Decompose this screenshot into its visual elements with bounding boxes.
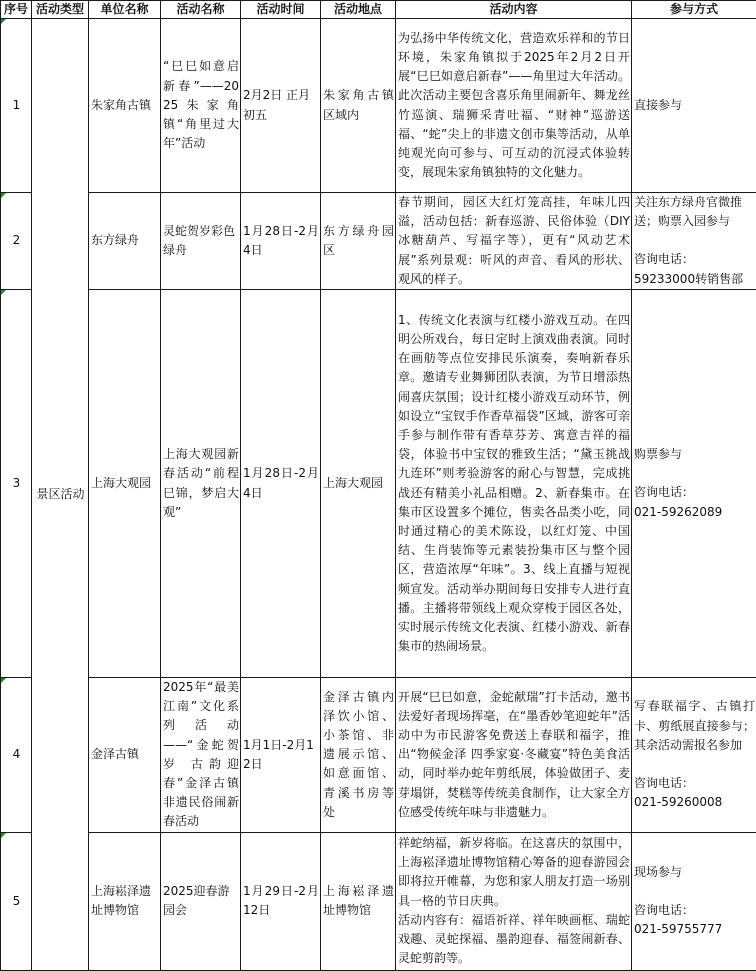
table-row	[1, 832, 756, 970]
participation-method: 购票参与	[634, 445, 755, 464]
content-list: 活动内容有：福语祈祥、祥年映画框、瑞蛇戏趣、灵蛇探福、墨韵迎春、福签闹新春、灵蛇剪韵等。	[398, 911, 630, 969]
cell-place[interactable]: 朱家角古镇区域内	[321, 19, 396, 193]
cell-time[interactable]: 1月1日-2月12日	[241, 678, 321, 833]
cell-place[interactable]: 金泽古镇内泽饮小馆、小茶馆、非遗展示馆、如意面馆、青溪书房等处	[321, 678, 396, 833]
table-row	[1, 193, 756, 290]
cell-unit[interactable]: 朱家角古镇	[89, 19, 161, 193]
cell-marker-icon	[1, 19, 6, 24]
participation-method: 现场参与	[634, 863, 755, 882]
table-row	[1, 290, 756, 678]
cell-marker-icon	[1, 290, 6, 295]
cell-activity-name[interactable]: 灵蛇贺岁彩色绿舟	[161, 193, 241, 290]
phone-label: 咨询电话：	[634, 483, 755, 502]
participation-method: 写春联福字、古镇打卡、剪纸展直接参与；其余活动需报名参加	[634, 697, 755, 755]
cell-unit[interactable]: 金泽古镇	[89, 678, 161, 833]
cell-no[interactable]: 3	[1, 290, 32, 678]
cell-place[interactable]: 上海崧泽遗址博物馆	[321, 832, 396, 970]
cell-content[interactable]: 为弘扬中华传统文化，营造欢乐祥和的节日环境，朱家角镇拟于2025年2月2日开展“巳巳如意启新春”——角里过大年活动。此次活动主要包含喜乐角里闹新年、舞龙丝竹巡演、瑞狮采青吐福、“财神”巡游送福、“蛇”尖上的非遗文创市集等活动，从单纯观光向可参与、可互动的沉浸式体验转变，展现朱家角镇独特的文化魅力。	[396, 19, 632, 193]
cell-no[interactable]: 4	[1, 678, 32, 833]
cell-activity-name[interactable]: 2025迎春游园会	[161, 832, 241, 970]
cell-time[interactable]: 1月29日-2月12日	[241, 832, 321, 970]
cell-marker-icon	[1, 678, 6, 683]
cell-content[interactable]: 春节期间，园区大红灯笼高挂，年味儿四溢，活动包括：新春巡游、民俗体验（DIY冰糖葫芦、写福字等），更有“风动艺术展”系列景观：听风的声音、看风的形状、观风的样子。	[396, 193, 632, 290]
phone-label: 咨询电话：	[634, 774, 755, 793]
header-unit[interactable]: 单位名称	[89, 1, 161, 19]
cell-time[interactable]: 1月28日-2月4日	[241, 193, 321, 290]
phone-number: 021-59260008	[634, 793, 755, 812]
phone-number: 021-59262089	[634, 503, 755, 522]
table-row	[1, 678, 756, 833]
cell-activity-name[interactable]: 上海大观园新春活动“前程巳锦，梦启大观”	[161, 290, 241, 678]
cell-participation[interactable]	[632, 832, 756, 970]
cell-participation[interactable]	[632, 19, 756, 193]
cell-time[interactable]: 2月2日 正月初五	[241, 19, 321, 193]
header-activity-name[interactable]: 活动名称	[161, 1, 241, 19]
header-category[interactable]: 活动类型	[32, 1, 89, 19]
header-participation[interactable]: 参与方式	[632, 1, 756, 19]
cell-activity-name[interactable]: 2025年“最美江南”文化系列活动——“金蛇贺岁 古韵迎春”金泽古镇非遗民俗闹新春活动	[161, 678, 241, 833]
cell-content[interactable]: 1、传统文化表演与红楼小游戏互动。在四明公所戏台，每日定时上演戏曲表演。同时在画舫等点位安排民乐演奏，奏响新春乐章。邀请专业舞狮团队表演，为节日增添热闹喜庆氛围；设计红楼小游戏互动环节，例如设立“宝钗手作香草福袋”区域，游客可亲手参与制作带有香草芬芳、寓意吉祥的福袋，体验书中宝钗的雅致生活；“黛玉挑战九连环”则考验游客的耐心与智慧，完成挑战还有精美小礼品相赠。2、新春集市。在集市区设置多个摊位，售卖各品类小吃，同时通过精心的美术陈设，以红灯笼、中国结、生肖装饰等元素装扮集市区与整个园区，营造浓厚“年味”。3、线上直播与短视频宣发。活动举办期间每日安排专人进行直播。主播将带领线上观众穿梭于园区各处，实时展示传统文化表演、红楼小游戏、新春集市的热闹场景。	[396, 290, 632, 678]
participation-method: 关注东方绿舟官微推送；购票入园参与	[634, 193, 755, 231]
table-row	[1, 19, 756, 193]
phone-number: 59233000转销售部	[634, 270, 755, 289]
cell-place[interactable]: 东方绿舟园区	[321, 193, 396, 290]
header-content[interactable]: 活动内容	[396, 1, 632, 19]
cell-marker-icon	[1, 833, 6, 838]
cell-content[interactable]	[396, 832, 632, 970]
cell-place[interactable]: 上海大观园	[321, 290, 396, 678]
cell-marker-icon	[1, 193, 6, 198]
cell-participation[interactable]	[632, 193, 756, 290]
header-place[interactable]: 活动地点	[321, 1, 396, 19]
header-no[interactable]: 序号	[1, 1, 32, 19]
header-time[interactable]: 活动时间	[241, 1, 321, 19]
cell-participation[interactable]	[632, 290, 756, 678]
content-intro: 祥蛇纳福，新岁将临。在这喜庆的氛围中，上海崧泽遗址博物馆精心筹备的迎春游园会即将拉开帷幕，为您和家人朋友打造一场别具一格的节日庆典。	[398, 834, 630, 911]
cell-unit[interactable]: 上海大观园	[89, 290, 161, 678]
cell-category[interactable]: 景区活动	[32, 19, 89, 971]
cell-no[interactable]: 1	[1, 19, 32, 193]
phone-label: 咨询电话：	[634, 250, 755, 269]
header-row	[1, 1, 756, 19]
cell-no[interactable]: 5	[1, 832, 32, 970]
cell-unit[interactable]: 东方绿舟	[89, 193, 161, 290]
cell-activity-name[interactable]: “巳巳如意启新春”——2025朱家角镇“角里过大年”活动	[161, 19, 241, 193]
cell-content[interactable]: 开展“巳巳如意，金蛇献瑞”打卡活动，邀书法爱好者现场挥毫，在“墨香妙笔迎蛇年”活动中为市民游客免费送上春联和福字，推出“物候金泽 四季家宴·冬藏宴”特色美食活动，同时举办蛇年剪纸展，体验做团子、麦芽塌饼，焚糕等传统美食制作，让大家全方位感受传统年味与非遗魅力。	[396, 678, 632, 833]
cell-time[interactable]: 1月28日-2月4日	[241, 290, 321, 678]
phone-number: 021-59755777	[634, 920, 755, 939]
cell-participation[interactable]	[632, 678, 756, 833]
cell-no[interactable]: 2	[1, 193, 32, 290]
cell-unit[interactable]: 上海崧泽遗址博物馆	[89, 832, 161, 970]
participation-method: 直接参与	[634, 96, 755, 115]
phone-label: 咨询电话：	[634, 901, 755, 920]
